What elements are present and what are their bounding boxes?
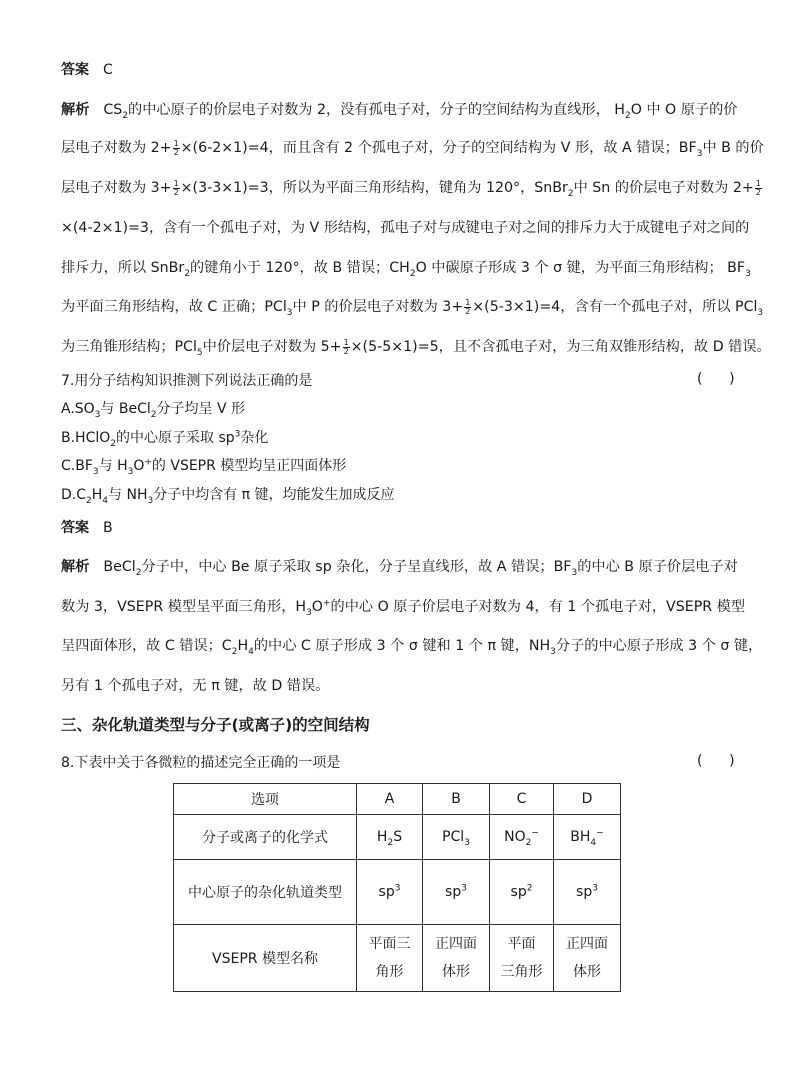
q7-option-d: $D.C_2H_4$与 $NH_3$分子中均含有 π 键，均能发生加成反应 <box>61 487 395 506</box>
answer-value: C <box>103 62 113 78</box>
hybrid-cell: $sp^3$ <box>357 860 423 925</box>
formula-cell: $H_2S$ <box>357 815 423 860</box>
section-title: 三、杂化轨道类型与分子(或离子)的空间结构 <box>61 716 370 734</box>
fraction: $\frac{1}{2}$ <box>173 138 179 157</box>
table-header-cell: 选项 <box>174 784 357 815</box>
formula-cell: $BH_4^-$ <box>554 815 621 860</box>
fraction: $\frac{1}{2}$ <box>343 337 349 356</box>
q8-stem: 8.下表中关于各微粒的描述完全正确的一项是 <box>61 755 341 771</box>
table-row <box>174 860 621 925</box>
q7-option-a: $A.SO_3$与 BeCl$_2$分子均呈 V 形 <box>61 401 245 420</box>
hybrid-cell: $sp^3$ <box>554 860 621 925</box>
table-header-cell: C <box>490 784 554 815</box>
analysis1-line-7: 为三角锥形结构；PCl$_5$中价层电子对数为 5+ $\frac{1}{2}$ ×(5-5×1)=5，且不含孤电子对，为三角双锥形结构，故 D 错误。 <box>61 337 771 358</box>
analysis-label: 解析 <box>61 559 90 575</box>
row-label: 分子或离子的化学式 <box>174 815 357 860</box>
table-row <box>174 925 621 992</box>
analysis1-line-4: ×(4-2×1)=3，含有一个孤电子对，为 V 形结构，孤电子对与成键电子对之间的排斥力大于成键电子对之间的 <box>61 220 750 236</box>
vsepr-cell: 正四面 体形 <box>554 925 621 992</box>
vsepr-cell: 正四面 体形 <box>423 925 490 992</box>
table-header-cell: D <box>554 784 621 815</box>
analysis1-line-3: 层电子对数为 3+ $\frac{1}{2}$ ×(3-3×1)=3，所以为平面三角形结构，键角为 120°，SnBr$_2$中 Sn 的价层电子对数为 2+ $\frac{1}{2}$ <box>61 178 761 199</box>
vsepr-cell: 平面 三角形 <box>490 925 554 992</box>
answer-label: 答案 <box>61 520 89 536</box>
analysis2-line-4: 另有 1 个孤电子对，无 π 键，故 D 错误。 <box>61 678 330 694</box>
row-label: VSEPR 模型名称 <box>174 925 357 992</box>
analysis1-line-5: 排斥力，所以 SnBr$_2$的键角小于 120°，故 B 错误；$CH_2O$ 中碳原子形成 3 个 σ 键，为平面三角形结构； $BF_3$ <box>61 260 751 279</box>
fraction: $\frac{1}{2}$ <box>465 297 471 316</box>
analysis1-line-1: 解析 $CS_2$的中心原子的价层电子对数为 2，没有孤电子对，分子的空间结构为直线形， $H_2O$ 中 O 原子的价 <box>61 102 738 121</box>
answer-value: B <box>103 520 113 536</box>
fraction: $\frac{1}{2}$ <box>173 178 179 197</box>
row-label: 中心原子的杂化轨道类型 <box>174 860 357 925</box>
analysis1-line-2: 层电子对数为 2+ $\frac{1}{2}$ ×(6-2×1)=4，而且含有 2 个孤电子对，分子的空间结构为 V 形，故 A 错误；$BF_3$中 B 的价 <box>61 138 764 159</box>
q7-answer-paren: ( ) <box>697 371 735 387</box>
table-row <box>174 815 621 860</box>
q7-option-c: $C.BF_3$与 $H_3O^+$的 VSEPR 模型均呈正四面体形 <box>61 457 347 477</box>
particle-table <box>173 783 621 992</box>
q8-answer-paren: ( ) <box>697 753 735 769</box>
table-header-cell: A <box>357 784 423 815</box>
answer-line-2 <box>61 518 113 538</box>
answer-line-1 <box>61 60 113 80</box>
answer-label: 答案 <box>61 62 89 78</box>
analysis2-line-2: 数为 3，VSEPR 模型呈平面三角形，$H_3O^+$的中心 O 原子价层电子对数为 4，有 1 个孤电子对，VSEPR 模型 <box>61 598 746 618</box>
q7-option-b: B.HClO$_2$的中心原子采取 $sp^3$杂化 <box>61 429 269 449</box>
q7-stem: 7.用分子结构知识推测下列说法正确的是 <box>61 373 313 389</box>
hybrid-cell: $sp^3$ <box>423 860 490 925</box>
hybrid-cell: $sp^2$ <box>490 860 554 925</box>
table-header-row <box>174 784 621 815</box>
analysis-label: 解析 <box>61 102 90 118</box>
analysis1-line-6: 为平面三角形结构，故 C 正确；PCl$_3$中 P 的价层电子对数为 3+ $\frac{1}{2}$ ×(5-3×1)=4，含有一个孤电子对，所以 PCl$_3$ <box>61 297 764 318</box>
fraction: $\frac{1}{2}$ <box>755 178 761 197</box>
analysis2-line-1: 解析 BeCl$_2$分子中，中心 Be 原子采取 sp 杂化，分子呈直线形，故 A 错误；$BF_3$的中心 B 原子价层电子对 <box>61 559 738 578</box>
table-header-cell: B <box>423 784 490 815</box>
analysis2-line-3: 呈四面体形，故 C 错误；$C_2H_4$的中心 C 原子形成 3 个 σ 键和 1 个 π 键，$NH_3$分子的中心原子形成 3 个 σ 键， <box>61 638 763 657</box>
vsepr-cell: 平面三 角形 <box>357 925 423 992</box>
formula-cell: $NO_2^-$ <box>490 815 554 860</box>
formula-cell: PCl$_3$ <box>423 815 490 860</box>
